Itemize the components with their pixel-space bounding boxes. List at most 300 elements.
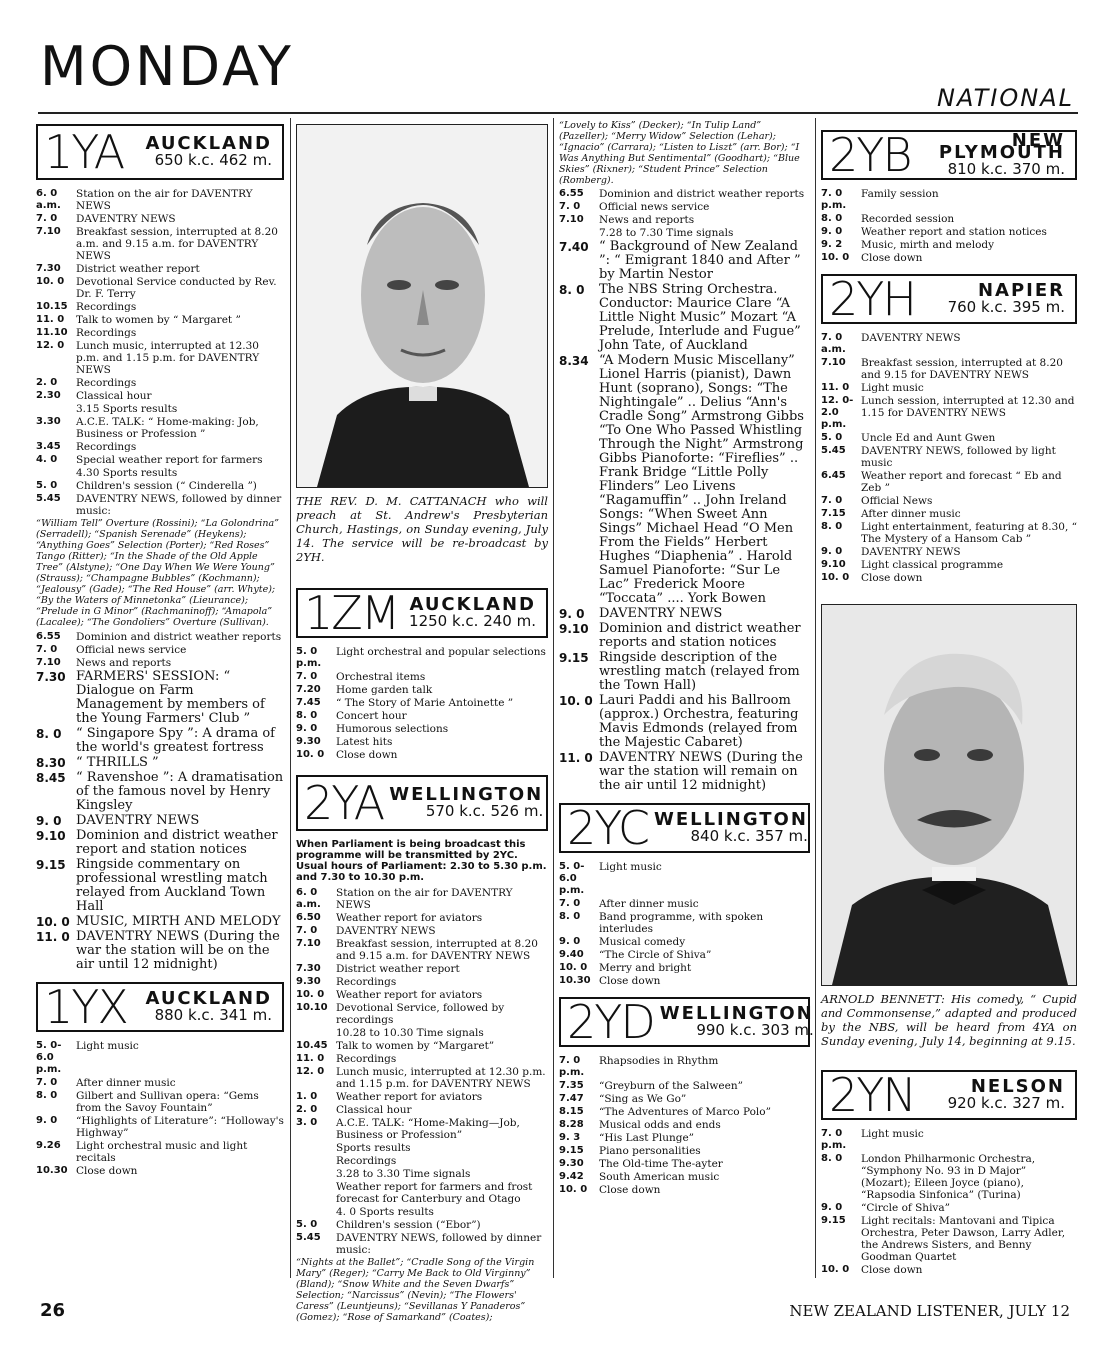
programme-time: 2. 0	[296, 1104, 318, 1115]
programme-row	[36, 263, 284, 275]
column-1	[36, 120, 284, 1178]
programme-title: Weather report for aviators	[336, 989, 483, 1001]
schedule-1ya	[36, 188, 284, 517]
programme-time	[296, 1206, 336, 1218]
station-logo: 2YN	[829, 1068, 915, 1122]
station-city: AUCKLAND	[145, 988, 272, 1009]
programme-row	[36, 493, 284, 517]
programme-title: South American music	[599, 1171, 720, 1183]
programme-time: 8. 0	[36, 1090, 58, 1101]
programme-row	[559, 1055, 810, 1079]
programme-row	[559, 1106, 810, 1118]
programme-title: 3.15 Sports results	[76, 403, 178, 415]
programme-time: 7.10	[36, 657, 61, 668]
programme-row	[821, 508, 1077, 520]
station-frequency: 880 k.c. 341 m.	[154, 1006, 272, 1024]
station-header-2yn	[821, 1070, 1077, 1120]
programme-time: 9. 0	[296, 723, 318, 734]
programme-title: Lauri Paddi and his Ballroom (approx.) Orchestra, featuring Mavis Edmonds (relayed from the Majestic Cabaret)	[599, 693, 799, 750]
programme-title: Official News	[861, 495, 933, 507]
programme-title: “Circle of Shiva”	[861, 1202, 950, 1214]
station-city: NAPIER	[977, 280, 1065, 301]
programme-title: Light music	[599, 861, 662, 873]
dinner-music-list: “William Tell” Overture (Rossini); “La Golondrina” (Serradell); “Spanish Serenade” (Heykens); “Anything Goes” Selection (Porter); “Red Roses” Tango (Ritter); “In the Shade of the Old Apple Tree” (Alstyne); “One Day When We Were Young” (Strauss); “Champagne Bubbles” (Kochmann); “Jealousy” (Gade); “The Red House” (arr. Whyte); “By the Waters of Minnetonka” (Lieurance); “Prelude in G Minor” (Rachmaninoff); “Amapola” (Lacalee); “The Gondoliers” Overture (Sullivan).	[36, 518, 279, 628]
programme-title: “His Last Plunge”	[599, 1132, 695, 1144]
programme-row	[296, 1117, 548, 1141]
schedule-1yx	[36, 1040, 284, 1177]
programme-row	[36, 1077, 284, 1089]
programme-title: Light music	[861, 382, 924, 394]
programme-time: 10. 0	[296, 989, 325, 1000]
programme-row	[559, 694, 810, 750]
column-divider	[553, 118, 554, 1278]
programme-time: 7. 0	[36, 1077, 58, 1088]
programme-title: Dominion and district weather reports	[599, 188, 805, 200]
programme-title: Family session	[861, 188, 939, 200]
programme-title: Music, mirth and melody	[861, 239, 995, 251]
programme-time: 7.30	[296, 963, 321, 974]
programme-title: “ Background of New Zealand ”: “ Emigrant 1840 and After ” by Martin Nestor	[599, 239, 801, 282]
programme-title: Close down	[861, 572, 923, 584]
programme-row	[36, 454, 284, 466]
station-frequency: 920 k.c. 327 m.	[947, 1094, 1065, 1112]
station-header-1yx	[36, 982, 284, 1032]
programme-time: 10. 0	[559, 1184, 588, 1195]
programme-row	[821, 1215, 1077, 1263]
programme-title: Close down	[861, 252, 923, 264]
programme-title: Classical hour	[76, 390, 152, 402]
programme-time: 3. 0	[296, 1117, 318, 1128]
programme-time: 1. 0	[296, 1091, 318, 1102]
station-header-2yc	[559, 803, 810, 853]
programme-title: Station on the air for DAVENTRY NEWS	[336, 887, 513, 911]
programme-time: 10. 0	[36, 915, 70, 929]
programme-title: “Greyburn of the Salween”	[599, 1080, 743, 1092]
station-city: NELSON	[970, 1076, 1065, 1097]
programme-time: 6.45	[821, 470, 846, 481]
column-4	[821, 120, 1077, 1277]
programme-time: 8. 0	[36, 727, 62, 741]
station-frequency: 760 k.c. 395 m.	[947, 298, 1065, 316]
programme-time: 4. 0	[36, 454, 58, 465]
programme-row	[821, 1202, 1077, 1214]
programme-time: 9. 0	[821, 546, 843, 557]
programme-row	[296, 1168, 548, 1180]
station-city: WELLINGTON	[653, 809, 808, 830]
programme-row	[559, 911, 810, 935]
programme-row	[821, 559, 1077, 571]
programme-time: 12. 0	[36, 340, 65, 351]
programme-row	[559, 975, 810, 987]
programme-title: Home garden talk	[336, 684, 433, 696]
programme-time: 9.42	[559, 1171, 584, 1182]
programme-title: After dinner music	[861, 508, 961, 520]
programme-title: “The Circle of Shiva”	[599, 949, 712, 961]
programme-title: DAVENTRY NEWS, followed by dinner music:	[336, 1232, 542, 1256]
programme-time: 10.15	[36, 301, 68, 312]
programme-row	[36, 480, 284, 492]
station-header-1zm	[296, 588, 548, 638]
programme-row	[559, 936, 810, 948]
programme-time: 6. 0 a.m.	[296, 887, 321, 910]
programme-row	[821, 252, 1077, 264]
programme-time: 8.15	[559, 1106, 584, 1117]
programme-row	[296, 989, 548, 1001]
programme-title: Lunch session, interrupted at 12.30 and 1.15 for DAVENTRY NEWS	[861, 395, 1075, 419]
schedule-2ya-continued	[559, 188, 810, 239]
programme-title: Light entertainment, featuring at 8.30, “ The Mystery of a Hansom Cab ”	[861, 521, 1078, 545]
programme-row	[36, 213, 284, 225]
programme-row	[36, 644, 284, 656]
programme-time: 9.15	[559, 651, 589, 665]
programme-title: The NBS String Orchestra. Conductor: Maurice Clare “A Little Night Music” Mozart “A Prelude, Interlude and Fugue” John Tate, of Auckland	[599, 282, 801, 353]
programme-time: 8. 0	[821, 1153, 843, 1164]
programme-title: DAVENTRY NEWS (During the war the station will remain on the air until 12 midnight)	[599, 750, 803, 793]
programme-time: 8.28	[559, 1119, 584, 1130]
programme-time: 10. 0	[296, 749, 325, 760]
programme-title: Lunch music, interrupted at 12.30 p.m. and 1.15 p.m. for DAVENTRY NEWS	[76, 340, 260, 376]
column-2	[296, 120, 548, 1323]
programme-time: 9.30	[296, 976, 321, 987]
programme-time: 12. 0-2.0 p.m.	[821, 395, 854, 430]
programme-title: Classical hour	[336, 1104, 412, 1116]
programme-title: “ The Story of Marie Antoinette ”	[336, 697, 514, 709]
programme-row	[559, 898, 810, 910]
programme-row	[821, 1128, 1077, 1152]
programme-title: “ THRILLS ”	[76, 755, 159, 770]
schedule-2yb	[821, 188, 1077, 264]
programme-time: 5. 0	[36, 480, 58, 491]
station-header-2yh	[821, 274, 1077, 324]
programme-row	[296, 1155, 548, 1167]
programme-title: Light orchestral and popular selections	[336, 646, 546, 658]
programme-row	[296, 1181, 548, 1205]
programme-time: 9. 0	[36, 1115, 58, 1126]
programme-row	[36, 771, 284, 813]
programme-row	[821, 382, 1077, 394]
programme-title: Piano personalities	[599, 1145, 701, 1157]
programme-time: 6.50	[296, 912, 321, 923]
station-logo: 2YC	[567, 801, 648, 855]
programme-row	[296, 646, 548, 670]
programme-time: 8. 0	[296, 710, 318, 721]
programme-row	[559, 1158, 810, 1170]
programme-title: District weather report	[76, 263, 200, 275]
programme-title: Dominion and district weather report and station notices	[76, 828, 278, 857]
programme-time: 9.15	[559, 1145, 584, 1156]
programme-title: 10.28 to 10.30 Time signals	[336, 1027, 484, 1039]
programme-row	[296, 1142, 548, 1154]
programme-title: Humorous selections	[336, 723, 449, 735]
programme-time: 9. 0	[559, 607, 585, 621]
programme-title: Breakfast session, interrupted at 8.20 a.m. and 9.15 a.m. for DAVENTRY NEWS	[76, 226, 278, 262]
programme-row	[559, 214, 810, 226]
programme-title: Concert hour	[336, 710, 407, 722]
programme-row	[821, 1264, 1077, 1276]
programme-row	[296, 1206, 548, 1218]
station-city: NEW PLYMOUTH	[938, 130, 1065, 163]
programme-time: 8. 0	[559, 911, 581, 922]
programme-time: 7. 0	[36, 644, 58, 655]
programme-title: DAVENTRY NEWS	[76, 213, 176, 225]
programme-title: Light music	[76, 1040, 139, 1052]
programme-time: 5. 0	[296, 1219, 318, 1230]
programme-title: DAVENTRY NEWS	[861, 332, 961, 344]
programme-title: Talk to women by “ Margaret ”	[76, 314, 241, 326]
station-header-1ya	[36, 124, 284, 180]
programme-row	[559, 651, 810, 693]
programme-title: Weather report and forecast “ Eb and Zeb ”	[861, 470, 1062, 494]
programme-title: DAVENTRY NEWS	[336, 925, 436, 937]
station-logo: 2YA	[304, 776, 384, 830]
programme-row	[559, 1080, 810, 1092]
programme-time: 7.45	[296, 697, 321, 708]
programme-time: 5.45	[821, 445, 846, 456]
programme-row	[559, 1132, 810, 1144]
programme-time: 7. 0	[36, 213, 58, 224]
programme-title: Close down	[336, 749, 398, 761]
station-frequency: 1250 k.c. 240 m.	[409, 612, 536, 630]
programme-time: 7. 0 p.m.	[821, 1128, 847, 1151]
programme-title: Recordings	[76, 377, 137, 389]
programme-row	[36, 403, 284, 415]
programme-time: 9. 0	[821, 226, 843, 237]
programme-title: Breakfast session, interrupted at 8.20 and 9.15 for DAVENTRY NEWS	[861, 357, 1063, 381]
programme-title: Recordings	[336, 1053, 397, 1065]
programme-title: Official news service	[599, 201, 710, 213]
programme-time	[36, 467, 76, 479]
programme-row	[821, 572, 1077, 584]
station-logo: 1ZM	[304, 586, 399, 640]
programme-time: 3.30	[36, 416, 61, 427]
programme-row	[296, 1002, 548, 1026]
photo-caption: THE REV. D. M. CATTANACH who will preach at St. Andrew's Presbyterian Church, Hastings, on Sunday evening, July 14. The service will be re-broadcast by 2YH.	[296, 494, 548, 564]
programme-time: 7. 0 p.m.	[821, 188, 847, 211]
programme-row	[296, 976, 548, 988]
programme-row	[559, 201, 810, 213]
schedule-2yh	[821, 332, 1077, 584]
programme-title: Recordings	[76, 441, 137, 453]
programme-row	[36, 327, 284, 339]
top-rule	[38, 112, 1078, 114]
station-city: WELLINGTON	[389, 784, 544, 805]
programme-row	[296, 1104, 548, 1116]
programme-time: 9. 0	[559, 936, 581, 947]
programme-title: Musical odds and ends	[599, 1119, 721, 1131]
programme-title: After dinner music	[76, 1077, 176, 1089]
programme-row	[559, 1093, 810, 1105]
programme-row	[36, 657, 284, 669]
programme-row	[36, 670, 284, 726]
programme-time: 7.10	[296, 938, 321, 949]
programme-row	[36, 377, 284, 389]
publication-footer: NEW ZEALAND LISTENER, JULY 12	[789, 1302, 1070, 1320]
programme-row	[36, 340, 284, 376]
programme-title: Weather report and station notices	[861, 226, 1047, 238]
column-3	[559, 120, 814, 1197]
programme-time: 10. 0	[821, 1264, 850, 1275]
programme-time: 11. 0	[296, 1053, 325, 1064]
programme-row	[296, 697, 548, 709]
programme-row	[296, 710, 548, 722]
programme-row	[821, 432, 1077, 444]
photo-caption: ARNOLD BENNETT: His comedy, “ Cupid and Commonsense,” adapted and produced by the NBS, will be heard from 4YA on Sunday evening, July 14, beginning at 9.15.	[821, 992, 1077, 1048]
programme-time	[36, 403, 76, 415]
programme-time: 10.10	[296, 1002, 328, 1013]
station-header-2yb	[821, 130, 1077, 180]
programme-time: 7.10	[36, 226, 61, 237]
programme-time: 9.10	[36, 829, 66, 843]
programme-time: 5.45	[36, 493, 61, 504]
station-logo: 2YD	[567, 995, 654, 1049]
column-divider	[815, 118, 816, 1278]
programme-time	[296, 1142, 336, 1154]
programme-title: “The Adventures of Marco Polo”	[599, 1106, 771, 1118]
programme-row	[559, 1184, 810, 1196]
station-city: AUCKLAND	[409, 594, 536, 615]
programme-title: Recordings	[76, 301, 137, 313]
programme-row	[296, 1091, 548, 1103]
programme-title: Dominion and district weather reports	[76, 631, 282, 643]
programme-row	[36, 727, 284, 755]
programme-row	[559, 1171, 810, 1183]
station-logo: 1YA	[44, 125, 124, 179]
programme-row	[296, 749, 548, 761]
programme-title: “Sing as We Go”	[599, 1093, 687, 1105]
programme-time: 3.45	[36, 441, 61, 452]
programme-time: 9.30	[296, 736, 321, 747]
programme-time: 7.30	[36, 263, 61, 274]
programme-row	[821, 226, 1077, 238]
programme-time: 10.45	[296, 1040, 328, 1051]
programme-title: Breakfast session, interrupted at 8.20 and 9.15 a.m. for DAVENTRY NEWS	[336, 938, 538, 962]
programme-row	[296, 671, 548, 683]
programme-row	[559, 354, 810, 606]
programme-title: DAVENTRY NEWS (During the war the station will be on the air until 12 midnight)	[76, 929, 280, 972]
programme-time: 9. 2	[821, 239, 843, 250]
programme-time: 8.34	[559, 354, 589, 368]
programme-row	[559, 240, 810, 282]
programme-title: DAVENTRY NEWS	[76, 813, 200, 828]
programme-row	[296, 1219, 548, 1231]
programme-time: 5.45	[296, 1232, 321, 1243]
programme-title: Light music	[861, 1128, 924, 1140]
programme-title: DAVENTRY NEWS, followed by dinner music:	[76, 493, 282, 517]
programme-time: 7.15	[821, 508, 846, 519]
programme-title: A.C.E. TALK: “ Home-making: Job, Business or Profession ”	[76, 416, 259, 440]
programme-title: Ringside commentary on professional wrestling match relayed from Auckland Town Hall	[76, 857, 268, 914]
programme-time: 10. 0	[559, 962, 588, 973]
programme-title: FARMERS' SESSION: “ Dialogue on Farm Management by members of the Young Farmers' Club ”	[76, 669, 265, 726]
programme-time: 10. 0	[559, 694, 593, 708]
programme-title: Special weather report for farmers	[76, 454, 263, 466]
programme-time: 10.30	[36, 1165, 68, 1176]
programme-time	[296, 1027, 336, 1039]
programme-time: 9.30	[559, 1158, 584, 1169]
station-logo: 1YX	[44, 980, 127, 1034]
programme-row	[296, 1040, 548, 1052]
programme-time: 10. 0	[821, 252, 850, 263]
programme-title: Gilbert and Sullivan opera: “Gems from the Savoy Fountain”	[76, 1090, 259, 1114]
programme-row	[296, 938, 548, 962]
station-logo: 2YB	[829, 128, 911, 182]
programme-row	[296, 736, 548, 748]
programme-title: Recorded session	[861, 213, 955, 225]
station-city: AUCKLAND	[145, 133, 272, 154]
programme-row	[296, 963, 548, 975]
programme-row	[821, 395, 1077, 431]
programme-row	[36, 441, 284, 453]
programme-title: Children's session (“Ebor”)	[336, 1219, 481, 1231]
programme-title: London Philharmonic Orchestra, “Symphony No. 93 in D Major” (Mozart); Eileen Joyce (piano), “Rapsodia Sinfonica” (Turina)	[861, 1153, 1036, 1201]
programme-row	[36, 756, 284, 770]
programme-row	[296, 912, 548, 924]
programme-time: 6. 0 a.m.	[36, 188, 61, 211]
programme-time: 10.30	[559, 975, 591, 986]
programme-time: 5. 0-6.0 p.m.	[36, 1040, 62, 1075]
schedule-2yc	[559, 861, 810, 987]
schedule-2yn	[821, 1128, 1077, 1276]
programme-row	[36, 1115, 284, 1139]
programme-time: 7. 0	[296, 671, 318, 682]
programme-time: 5. 0	[821, 432, 843, 443]
programme-row	[821, 239, 1077, 251]
programme-row	[36, 226, 284, 262]
programme-title: Lunch music, interrupted at 12.30 p.m. and 1.15 p.m. for DAVENTRY NEWS	[336, 1066, 546, 1090]
programme-row	[559, 751, 810, 793]
programme-row	[821, 445, 1077, 469]
programme-time: 9.26	[36, 1140, 61, 1151]
programme-row	[36, 416, 284, 440]
programme-title: Official news service	[76, 644, 187, 656]
column-divider	[290, 118, 291, 1278]
programme-row	[296, 723, 548, 735]
programme-time: 7. 0 a.m.	[821, 332, 846, 355]
programme-title: Latest hits	[336, 736, 393, 748]
programme-title: Devotional Service conducted by Rev. Dr. F. Terry	[76, 276, 277, 300]
station-frequency: 810 k.c. 370 m.	[947, 160, 1065, 178]
programme-time: 7. 0	[821, 495, 843, 506]
photo-bennett	[821, 604, 1077, 986]
programme-time: 7. 0 p.m.	[559, 1055, 585, 1078]
station-frequency: 990 k.c. 303 m.	[696, 1021, 814, 1039]
programme-row	[36, 1040, 284, 1076]
programme-title: Band programme, with spoken interludes	[599, 911, 764, 935]
programme-row	[296, 1053, 548, 1065]
programme-title: Recordings	[76, 327, 137, 339]
programme-row	[559, 622, 810, 650]
programme-time: 7.40	[559, 240, 589, 254]
programme-row	[559, 283, 810, 353]
programme-time: 11. 0	[36, 930, 70, 944]
programme-row	[36, 188, 284, 212]
programme-title: 3.28 to 3.30 Time signals	[336, 1168, 471, 1180]
page-title: MONDAY	[40, 35, 294, 98]
page-number: 26	[40, 1300, 66, 1321]
programme-time: 7.10	[559, 214, 584, 225]
programme-title: Close down	[599, 1184, 661, 1196]
programme-title: Weather report for aviators	[336, 1091, 483, 1103]
programme-title: “ Ravenshoe ”: A dramatisation of the famous novel by Henry Kingsley	[76, 770, 284, 813]
programme-title: Close down	[861, 1264, 923, 1276]
programme-row	[821, 1153, 1077, 1201]
programme-title: Musical comedy	[599, 936, 686, 948]
programme-title: Station on the air for DAVENTRY NEWS	[76, 188, 253, 212]
programme-title: “Highlights of Literature”: “Holloway's Highway”	[76, 1115, 284, 1139]
programme-title: 4. 0 Sports results	[336, 1206, 434, 1218]
programme-row	[296, 1066, 548, 1090]
programme-row	[559, 1119, 810, 1131]
